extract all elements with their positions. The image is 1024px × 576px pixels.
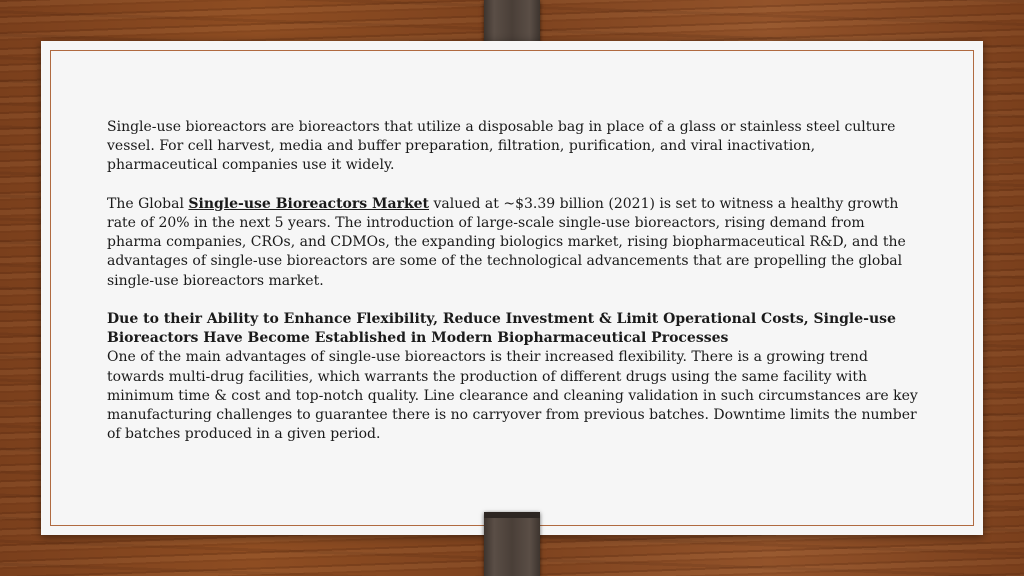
spacer	[107, 176, 922, 195]
bottom-binder-clip	[484, 512, 540, 576]
section-heading: Due to their Ability to Enhance Flexibility, Reduce Investment & Limit Operational Costs, Single-use Bioreactors Have Become Established in Modern Biopharmaceutical Processes	[107, 311, 896, 347]
market-report-link[interactable]: Single-use Bioreactors Market	[188, 195, 430, 212]
flexibility-paragraph: One of the main advantages of single-use bioreactors is their increased flexibility. There is a growing trend towards multi-drug facilities, which warrants the production of different drugs using the same facility with minimum time & cost and top-notch quality. Line clearance and cleaning validation in such circumstances are key manufacturing challenges to guarantee there is no carryover from previous batches. Downtime limits the number of batches produced in a given period.	[107, 349, 918, 443]
market-paragraph-lead: The Global	[107, 195, 189, 212]
slide-content	[107, 118, 922, 444]
intro-paragraph: Single-use bioreactors are bioreactors that utilize a disposable bag in place of a glass or stainless steel culture vessel. For cell harvest, media and buffer preparation, filtration, purification, and viral inactivation, pharmaceutical companies use it widely.	[107, 119, 896, 174]
market-paragraph-body: valued at ~$3.39 billion (2021) is set to witness a healthy growth rate of 20% in the next 5 years. The introduction of large-scale single-use bioreactors, rising demand from pharma companies, CROs, and CDMOs, the expanding biologics market, rising biopharmaceutical R&D, and the advantages of single-use bioreactors are some of the technological advancements that are propelling the global single-use bioreactors market.	[107, 195, 906, 289]
spacer	[107, 291, 922, 310]
market-paragraph	[107, 195, 922, 291]
